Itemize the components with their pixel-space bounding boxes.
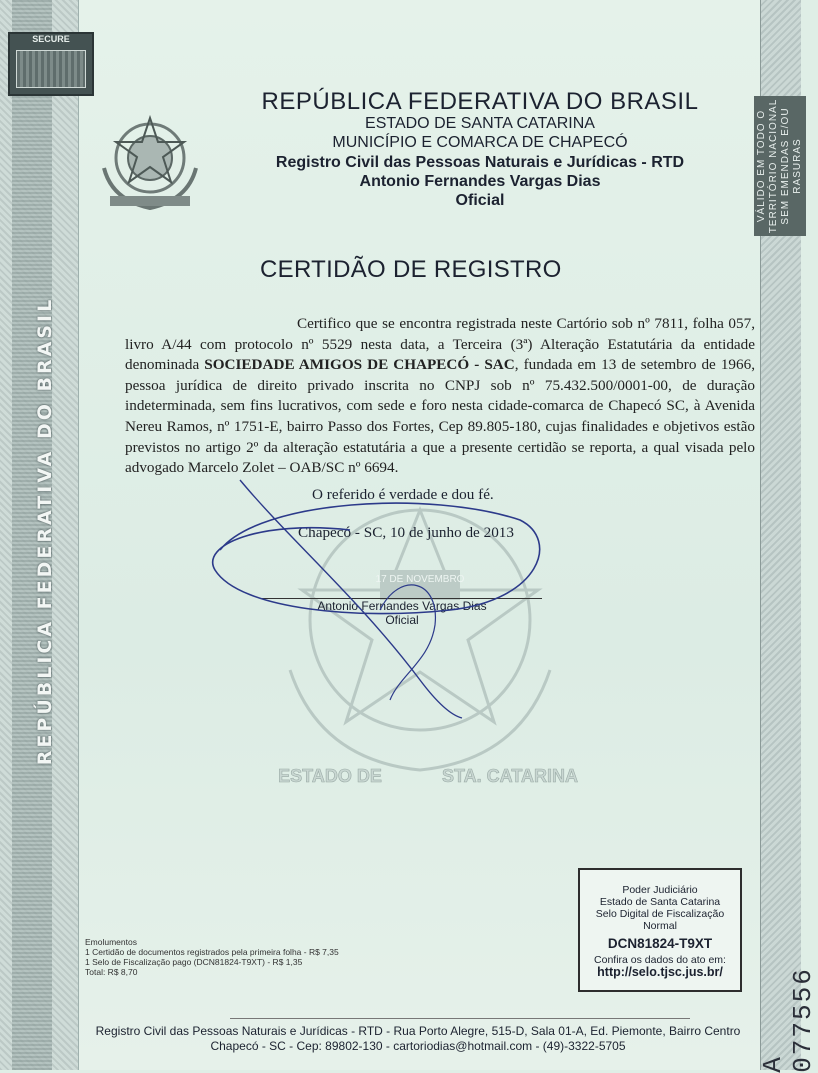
entity-name: SOCIEDADE AMIGOS DE CHAPECÓ - SAC	[204, 356, 515, 374]
closing-statement: O referido é verdade e dou fé.	[312, 486, 494, 503]
issue-date: Chapecó - SC, 10 de junho de 2013	[298, 524, 514, 541]
header-republic: REPÚBLICA FEDERATIVA DO BRASIL	[261, 88, 699, 115]
seal-url: http://selo.tjsc.jus.br/	[597, 965, 723, 979]
watermark-ribbon: 17 DE NOVEMBRO	[375, 574, 465, 585]
seal-confirm-text: Confira os dados do ato em:	[594, 954, 726, 966]
body-part-2: , fundada em 13 de setembro de 1966, pessoa jurídica de direito privado inscrita no CNPJ sob nº 75.432.500/0001-00, de duração indeterminada, sem fins lucrativos, com sede e foro nesta cidade-comarca de Chapecó SC, à Avenida Nereu Ramos, nº 1751-E, bairro Passo dos Fortes, Cep 89.805-180, cujas finalidades e objetivos estão previstos no artigo 2º da alteração estatutária a que a presente certidão se reporta, a qual visada pelo advogado Marcelo Zolet – OAB/SC nº 6694.	[125, 356, 756, 477]
footer-contact: Chapecó - SC - Cep: 89802-130 - cartoriodias@hotmail.com - (49)-3322-5705	[210, 1039, 626, 1053]
fees-heading: Emolumentos	[85, 937, 137, 947]
secure-logo-pattern	[16, 50, 86, 88]
fees-item-2: 1 Selo de Fiscalização pago (DCN81824-T9XT) - R$ 1,35	[85, 957, 303, 967]
signature-role: Oficial	[385, 613, 419, 627]
secure-logo-text: SECURE	[32, 34, 70, 44]
header-municipality: MUNICÍPIO E COMARCA DE CHAPECÓ	[332, 134, 628, 151]
body-part-1: Certifico que se encontra registrada neste Cartório sob nº 7811, folha 057, livro A/44 com protocolo nº 5529 nesta data, a Terceira (3ª) Alteração Estatutária da entidade denominada	[125, 315, 755, 374]
header-registry: Registro Civil das Pessoas Naturais e Jurídicas - RTD	[275, 154, 685, 171]
seal-line-1: Poder Judiciário	[622, 884, 698, 896]
right-band-text: VÁLIDO EM TODO O TERRITÓRIO NACIONAL SEM EMENDAS E/OU RASURAS	[754, 96, 806, 236]
left-band-text: REPÚBLICA FEDERATIVA DO BRASIL	[34, 296, 56, 766]
serial-number: A 077556	[757, 967, 818, 1073]
certificate-body	[125, 314, 755, 479]
watermark-right-text: STA. CATARINA	[442, 766, 578, 786]
seal-line-4: Normal	[643, 920, 677, 932]
seal-line-3: Selo Digital de Fiscalização	[595, 908, 725, 920]
footer-divider	[230, 1018, 690, 1019]
fees-total: Total: R$ 8,70	[85, 967, 138, 977]
watermark-left-text: ESTADO DE	[278, 766, 382, 786]
signature-name: Antonio Fernandes Vargas Dias	[317, 599, 487, 613]
secure-logo	[8, 32, 94, 96]
coat-of-arms-icon	[90, 108, 210, 218]
header-officer-role: Oficial	[455, 192, 505, 209]
header-officer-name: Antonio Fernandes Vargas Dias	[359, 173, 601, 190]
document-title: CERTIDÃO DE REGISTRO	[260, 256, 562, 283]
seal-code: DCN81824-T9XT	[607, 936, 713, 951]
fees-item-1: 1 Certidão de documentos registrados pela primeira folha - R$ 7,35	[85, 947, 339, 957]
handwritten-signature	[200, 460, 580, 720]
fees-block	[85, 937, 339, 977]
seal-line-2: Estado de Santa Catarina	[599, 896, 721, 908]
footer-address: Registro Civil das Pessoas Naturais e Jurídicas - RTD - Rua Porto Alegre, 515-D, Sala 01-A, Ed. Piemonte, Bairro Centro	[95, 1024, 741, 1038]
digital-seal-box	[578, 868, 742, 992]
header-state: ESTADO DE SANTA CATARINA	[365, 115, 595, 132]
